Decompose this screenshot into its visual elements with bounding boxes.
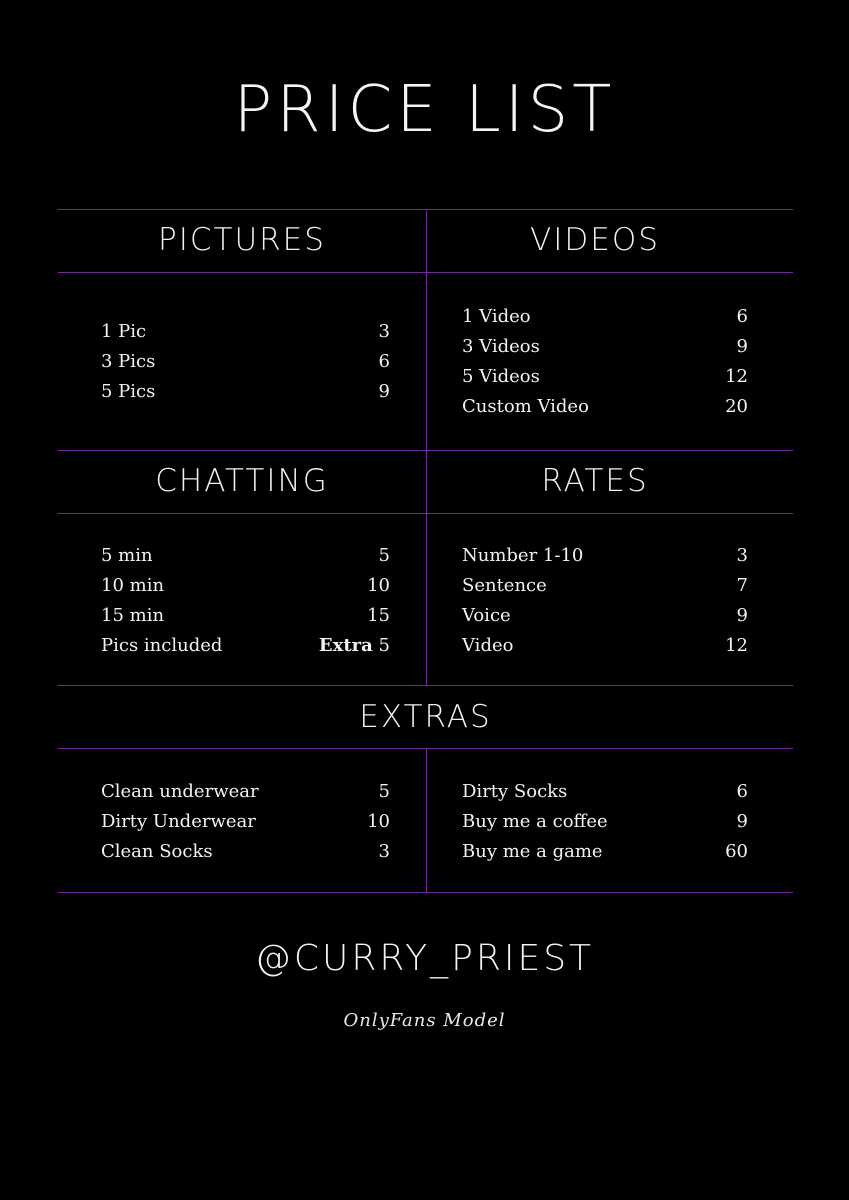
list-item xyxy=(101,631,390,661)
list-item xyxy=(462,392,748,422)
list-item xyxy=(101,807,390,837)
list-item xyxy=(462,362,748,392)
item-label: Buy me a game xyxy=(462,841,603,862)
list-item xyxy=(101,601,390,631)
item-price: 10 xyxy=(367,811,390,832)
list-item xyxy=(101,571,390,601)
item-label: Voice xyxy=(462,605,511,626)
item-price: 12 xyxy=(725,635,748,656)
list-item xyxy=(462,541,748,571)
item-price: 60 xyxy=(725,841,748,862)
list-item xyxy=(101,347,390,377)
extras-left-list xyxy=(101,777,390,867)
extras-heading: EXTRAS xyxy=(359,699,492,735)
account-handle: @CURRY_PRIEST xyxy=(254,938,595,979)
item-label: 3 Pics xyxy=(101,351,156,372)
item-price: 12 xyxy=(725,366,748,387)
item-label: 1 Video xyxy=(462,306,531,327)
item-price: 3 xyxy=(378,321,390,342)
item-label: 5 min xyxy=(101,545,153,566)
list-item xyxy=(462,571,748,601)
column-divider xyxy=(426,748,427,892)
item-price: 6 xyxy=(736,781,748,802)
item-label: Dirty Socks xyxy=(462,781,568,802)
divider-line xyxy=(58,685,793,686)
chatting-list xyxy=(101,541,390,661)
item-label: Pics included xyxy=(101,635,223,656)
item-price: 9 xyxy=(378,381,390,402)
list-item xyxy=(462,601,748,631)
list-item xyxy=(462,631,748,661)
list-item xyxy=(101,317,390,347)
item-label: 3 Videos xyxy=(462,336,540,357)
item-label: Number 1-10 xyxy=(462,545,584,566)
item-price: 10 xyxy=(367,575,390,596)
videos-list xyxy=(462,302,748,422)
item-label: 1 Pic xyxy=(101,321,147,342)
list-item xyxy=(101,377,390,407)
item-price: 15 xyxy=(367,605,390,626)
pictures-list xyxy=(101,317,390,407)
pictures-heading: PICTURES xyxy=(158,222,326,258)
list-item xyxy=(462,837,748,867)
item-price: 9 xyxy=(736,336,748,357)
chatting-heading: CHATTING xyxy=(155,463,329,499)
item-price: 9 xyxy=(736,605,748,626)
item-label: Clean underwear xyxy=(101,781,259,802)
item-price: 9 xyxy=(736,811,748,832)
account-subtitle: OnlyFans Model xyxy=(343,1010,506,1031)
divider-line xyxy=(58,892,793,893)
item-price-value: 5 xyxy=(378,635,390,656)
item-label: Clean Socks xyxy=(101,841,213,862)
rates-list xyxy=(462,541,748,661)
list-item xyxy=(462,302,748,332)
item-label: 5 Videos xyxy=(462,366,540,387)
videos-heading: VIDEOS xyxy=(530,222,660,258)
rates-heading: RATES xyxy=(541,463,649,499)
item-price xyxy=(319,631,390,661)
item-price: 3 xyxy=(378,841,390,862)
item-label: 15 min xyxy=(101,605,165,626)
item-price: 5 xyxy=(378,781,390,802)
extras-right-list xyxy=(462,777,748,867)
item-label: 5 Pics xyxy=(101,381,156,402)
item-label: Sentence xyxy=(462,575,547,596)
item-price: 20 xyxy=(725,396,748,417)
list-item xyxy=(101,541,390,571)
list-item xyxy=(462,777,748,807)
page-title: PRICE LIST xyxy=(233,73,616,147)
item-label: Custom Video xyxy=(462,396,589,417)
list-item xyxy=(101,837,390,867)
item-label: Buy me a coffee xyxy=(462,811,608,832)
item-label: Dirty Underwear xyxy=(101,811,256,832)
list-item xyxy=(462,807,748,837)
item-price: 6 xyxy=(378,351,390,372)
item-price: 7 xyxy=(736,575,748,596)
item-label: 10 min xyxy=(101,575,165,596)
item-price: 6 xyxy=(736,306,748,327)
list-item xyxy=(462,332,748,362)
item-price: 5 xyxy=(378,545,390,566)
item-label: Video xyxy=(462,635,514,656)
list-item xyxy=(101,777,390,807)
item-price: 3 xyxy=(736,545,748,566)
column-divider xyxy=(426,209,427,685)
item-price-prefix: Extra xyxy=(318,635,373,656)
